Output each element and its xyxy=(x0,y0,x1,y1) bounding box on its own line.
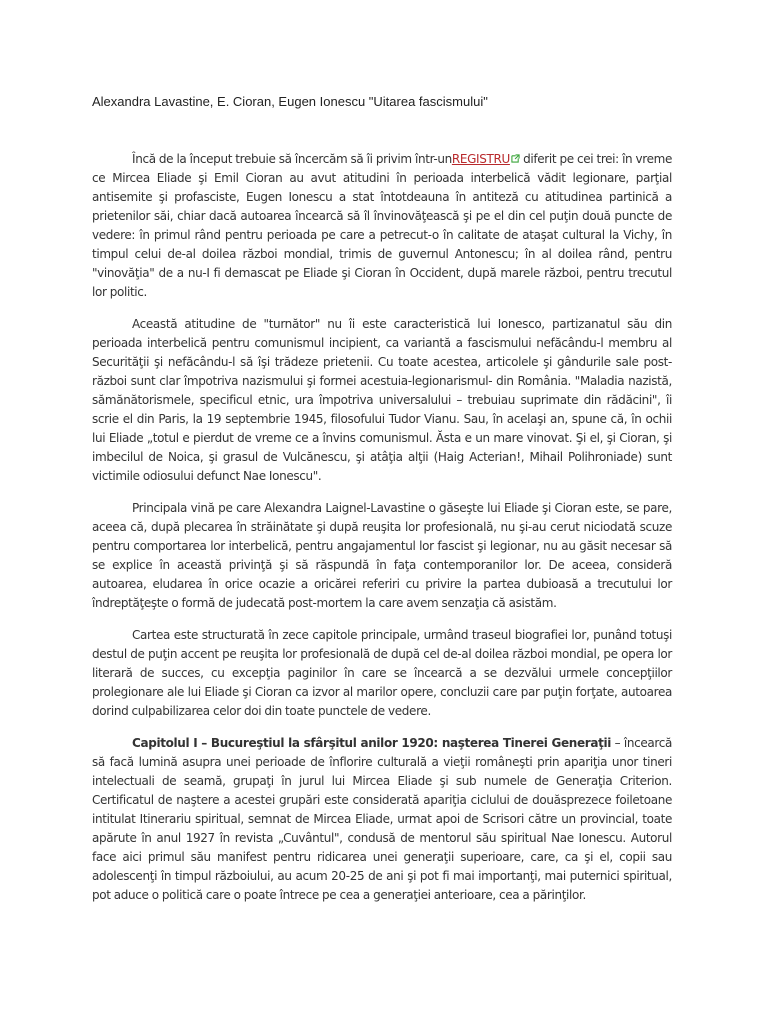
registru-link[interactable] xyxy=(452,152,520,166)
paragraph-1 xyxy=(92,150,672,302)
paragraph-2: Această atitudine de "turnător" nu îi este caracteristică lui Ionesco, partizanatul său din perioada interbelică pentru comunismul incipient, ca variantă a fascismului nefăcându-l membru al Securităţii şi nefăcându-l să îşi trădeze prietenii. Cu toate acestea, articolele şi gândurile sale post-război sunt clar împotriva nazismului şi formei acestuia-legionarismul- din România. "Maladia nazistă, sămănătorismele, specificul etnic, ura împotriva universalului – trebuiau suprimate din rădăcini", îi scrie el din Paris, la 19 septembrie 1945, filosofului Tudor Vianu. Sau, în acelaşi an, spune că, în ochii lui Eliade „totul e pierdut de vreme ce a învins comunismul. Ăsta e un mare vinovat. Şi el, şi Cioran, şi imbecilul de Noica, şi grasul de Vulcănescu, şi atâţia alţii (Haig Acterian!, Mihail Polihroniade) sunt victimile odiosului defunct Nae Ionescu". xyxy=(92,317,672,483)
external-link-icon[interactable] xyxy=(511,154,520,163)
document-title: Alexandra Lavastine, E. Cioran, Eugen Ionescu "Uitarea fascismului" xyxy=(92,94,488,109)
registru-link-label[interactable]: REGISTRU xyxy=(451,152,510,166)
paragraph-1-text-after-link: diferit pe cei trei: în vreme ce Mircea Eliade şi Emil Cioran au avut atitudini în perioada interbelică vădit legionare, parţial antisemite şi profasciste, Eugen Ionescu a stat întotdeauna în antiteză cu atitudinea partinică a prietenilor săi, chiar dacă autoarea încearcă să îl învinovăţească şi pe el din cel puţin două puncte de vedere: în primul rând pentru perioada pe care a petrecut-o în calitate de ataşat cultural la Vichy, în timpul celui de-al doilea război mondial, trimis de guvernul Antonescu; în al doilea rând, pentru "vinovăţia" de a nu-I fi demascat pe Eliade şi Cioran în Occident, după marele război, pentru trecutul lor politic. xyxy=(92,152,673,299)
paragraph-3: Principala vină pe care Alexandra Laignel-Lavastine o găseşte lui Eliade şi Cioran este, se pare, aceea că, după plecarea în străinătate şi după reuşita lor profesională, nu şi-au cerut niciodată scuze pentru comportarea lor interbelică, pentru angajamentul lor fascist şi legionar, nu au găsit necesar să se explice în această privinţă şi să răspundă în faţa contemporanilor lor. De aceea, consideră autoarea, eludarea în orice ocazie a oricărei referiri cu privire la partea dubioasă a trecutului lor îndreptăţeşte o formă de judecată post-mortem la care avem senzaţia că asistăm. xyxy=(92,501,672,610)
paragraph-4: Cartea este structurată în zece capitole principale, urmând traseul biografiei lor, punând totuşi destul de puţin accent pe reuşita lor profesională de după cel de-al doilea război mondial, pe opera lor literară de succes, cu excepţia paginilor în care se încearcă a se dezvălui urmele concepţiilor prolegionare ale lui Eliade şi Cioran ca izvor al marilor opere, concluzii care par puţin forţate, autoarea dorind culpabilizarea celor doi din toate punctele de vedere. xyxy=(92,628,672,718)
chapter-1-heading: Capitolul I – Bucureştiul la sfârşitul anilor 1920: naşterea Tinerei Generaţii xyxy=(132,736,611,750)
document-body xyxy=(92,150,672,918)
paragraph-1-text-before-link: Încă de la început trebuie să încercăm să îi privim într-un xyxy=(132,152,452,166)
paragraph-5 xyxy=(92,734,672,905)
paragraph-5-text: – încearcă să facă lumină asupra unei perioade de înflorire culturală a vieţii româneşti prin apariţia unor tineri intelectuali de seamă, grupaţi în jurul lui Mircea Eliade şi sub numele de Generaţia Criterion. Certificatul de naştere a acestei grupări este considerată apariţia ciclului de douăsprezece foiletoane intitulat Itinerariu spiritual, semnat de Mircea Eliade, urmat apoi de Scrisori către un provincial, toate apărute în anul 1927 în revista „Cuvântul", condusă de mentorul său spiritual Nae Ionescu. Autorul face aici primul său manifest pentru ridicarea unei generaţii superioare, care, ca şi el, copii sau adolescenţi în timpul războiului, au acum 20-25 de ani şi pot fi mai importanţi, mai puternici spiritual, pot aduce o politică care o poate întrece pe cea a generaţiei anterioare, cea a părinţilor. xyxy=(92,736,672,902)
